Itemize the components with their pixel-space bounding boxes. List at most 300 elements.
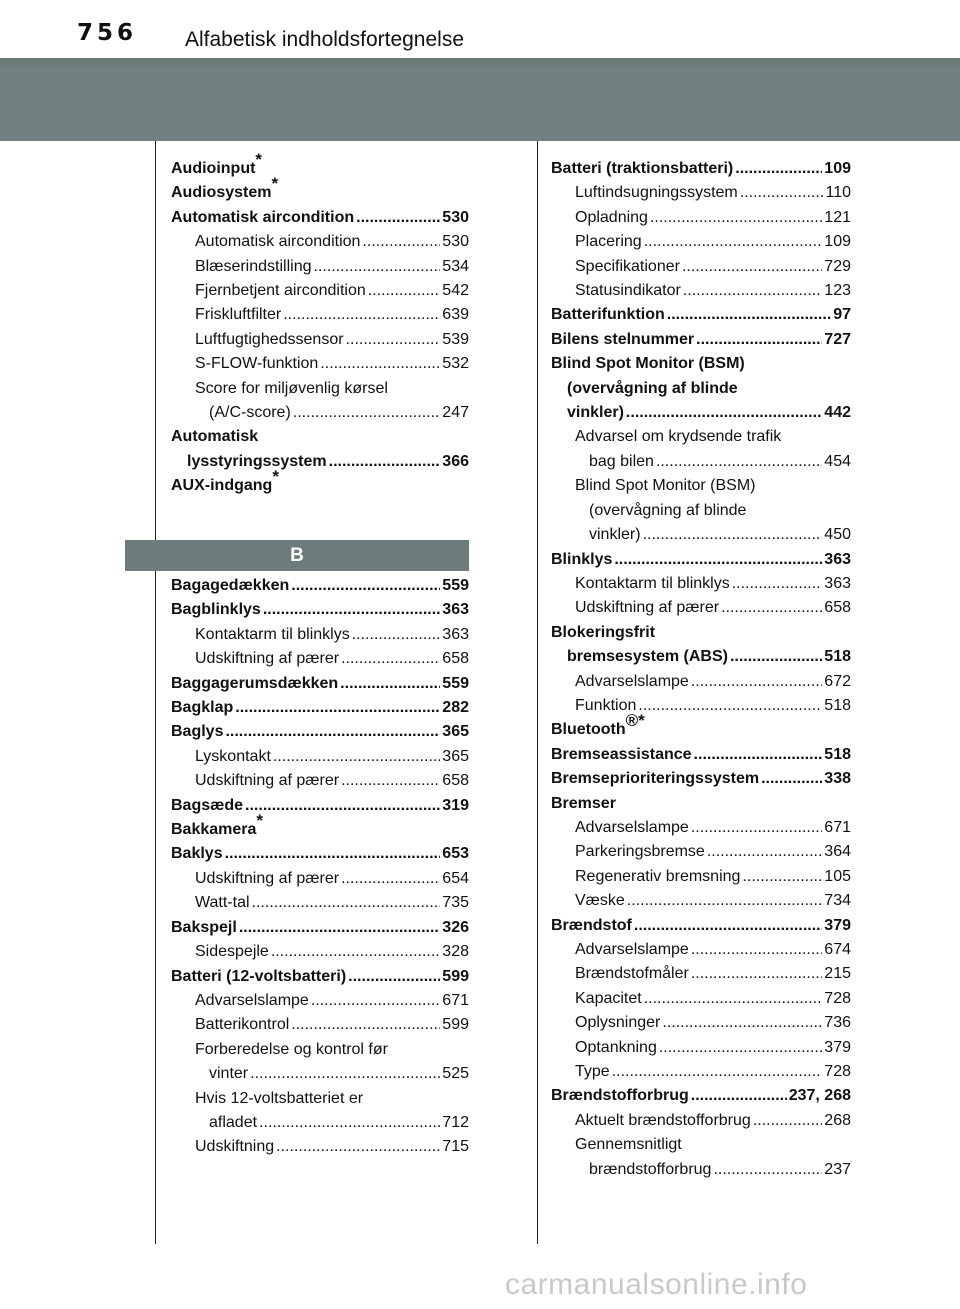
index-entry-label: Lyskontakt — [195, 747, 271, 765]
index-entry — [551, 279, 851, 303]
index-entry-label: (A/C-score) — [209, 404, 291, 422]
index-entry-page: 328 — [442, 943, 469, 961]
dot-leader — [235, 696, 440, 720]
index-entry-label: Sidespejle — [195, 943, 269, 961]
index-entry — [551, 157, 851, 181]
index-entry-page: 672 — [824, 672, 851, 690]
index-entry-page: 727 — [824, 330, 851, 348]
index-entry — [551, 499, 851, 523]
index-entry — [551, 987, 851, 1011]
index-entry-label: Kontaktarm til blinklys — [195, 625, 350, 643]
index-entry-label: Bakkamera — [171, 821, 257, 839]
dot-leader — [735, 157, 822, 181]
index-entry-label: Blokeringsfrit — [551, 623, 656, 641]
index-entry — [551, 474, 851, 498]
dot-leader — [291, 1013, 440, 1037]
index-entry — [551, 816, 851, 840]
index-entry-label: Advarsel om krydsende trafik — [575, 428, 782, 446]
index-entry-label: Udskiftning af pærer — [195, 869, 340, 887]
index-entry — [551, 328, 851, 352]
index-entry-label: Gennemsnitligt — [575, 1136, 682, 1154]
dot-leader — [250, 1062, 440, 1086]
dot-leader — [732, 572, 823, 596]
index-entry-page: 518 — [824, 648, 851, 666]
index-entry-label: Brændstofmåler — [575, 965, 689, 983]
dot-leader — [644, 230, 823, 254]
index-entry-label: Type — [575, 1063, 610, 1081]
dot-leader — [691, 962, 822, 986]
index-entry-label: Bluetooth — [551, 721, 626, 739]
index-entry-page: 379 — [824, 916, 851, 934]
index-entry-label: brændstofforbrug — [589, 1160, 712, 1178]
index-column-left-b — [171, 574, 469, 1160]
index-entry — [551, 572, 851, 596]
index-entry-page: 715 — [442, 1138, 469, 1156]
index-entry — [551, 596, 851, 620]
index-entry — [171, 328, 469, 352]
index-entry-page: 215 — [824, 965, 851, 983]
index-entry-page: 542 — [442, 282, 469, 300]
footnote-marker: * — [271, 174, 279, 194]
dot-leader — [694, 743, 823, 767]
column-divider-left — [155, 141, 156, 1244]
index-entry — [551, 792, 851, 816]
index-entry-page: 123 — [824, 282, 851, 300]
index-entry — [171, 867, 469, 891]
index-entry — [551, 206, 851, 230]
index-entry — [171, 1135, 469, 1159]
dot-leader — [276, 1135, 440, 1159]
index-entry-label: Brændstofforbrug — [551, 1087, 689, 1105]
index-entry — [551, 767, 851, 791]
index-entry-page: 268 — [824, 1111, 851, 1129]
index-entry-label: Bagagedækken — [171, 577, 290, 594]
index-entry-page: 319 — [442, 796, 469, 814]
index-entry — [551, 181, 851, 205]
index-entry-label: S-FLOW-funktion — [195, 355, 319, 373]
dot-leader — [761, 767, 822, 791]
dot-leader — [263, 598, 440, 622]
dot-leader — [730, 645, 822, 669]
dot-leader — [346, 328, 441, 352]
section-letter-bar: B — [125, 540, 469, 571]
index-entry-label: Blind Spot Monitor (BSM) — [575, 477, 756, 495]
index-entry — [171, 450, 469, 474]
index-entry-page: 671 — [442, 991, 469, 1009]
dot-leader — [314, 255, 441, 279]
index-entry-label: Batterifunktion — [551, 306, 665, 324]
index-entry — [171, 1111, 469, 1135]
index-entry — [551, 523, 851, 547]
index-entry-label: Statusindikator — [575, 282, 681, 300]
dot-leader — [656, 450, 822, 474]
index-entry-page: 599 — [442, 967, 469, 985]
dot-leader — [682, 255, 822, 279]
dot-leader — [696, 328, 822, 352]
index-entry — [171, 598, 469, 622]
index-entry — [171, 1013, 469, 1037]
index-entry-label: afladet — [209, 1113, 258, 1131]
index-entry-page: 534 — [442, 257, 469, 275]
index-entry-label: Parkeringsbremse — [575, 843, 705, 861]
index-entry-label: bremsesystem (ABS) — [567, 648, 728, 666]
index-entry-page: 364 — [824, 843, 851, 861]
dot-leader — [356, 206, 440, 230]
dot-leader — [691, 1084, 787, 1108]
index-entry — [551, 962, 851, 986]
index-entry — [171, 810, 469, 842]
index-entry — [551, 1011, 851, 1035]
dot-leader — [283, 303, 440, 327]
index-entry-page: 379 — [824, 1038, 851, 1056]
page-number: 756 — [77, 20, 138, 46]
index-entry-page: 734 — [824, 892, 851, 910]
dot-leader — [626, 401, 822, 425]
dot-leader — [713, 1158, 822, 1182]
dot-leader — [634, 914, 822, 938]
index-entry-label: bag bilen — [589, 452, 654, 470]
index-entry — [171, 623, 469, 647]
index-entry — [551, 865, 851, 889]
index-entry-page: 658 — [824, 599, 851, 617]
index-entry-page: 654 — [442, 869, 469, 887]
dot-leader — [667, 303, 831, 327]
index-entry-label: Optankning — [575, 1038, 657, 1056]
dot-leader — [691, 816, 822, 840]
index-entry-label: Watt-tal — [195, 894, 250, 912]
index-entry-label: Batterikontrol — [195, 1016, 290, 1034]
index-entry-label: Bakspejl — [171, 918, 237, 936]
index-entry-label: Automatisk aircondition — [195, 233, 361, 251]
index-entry-page: 109 — [824, 233, 851, 251]
index-entry-page: 653 — [442, 845, 469, 863]
index-entry — [551, 914, 851, 938]
index-entry-page: 518 — [824, 696, 851, 714]
index-entry-label: Væske — [575, 892, 625, 910]
index-entry-label: Blind Spot Monitor (BSM) — [551, 355, 745, 373]
index-entry-label: Advarselslampe — [575, 941, 689, 958]
index-entry — [551, 1084, 851, 1108]
index-entry — [551, 425, 851, 449]
dot-leader — [245, 794, 440, 818]
index-entry — [551, 711, 851, 742]
index-entry-page: 366 — [442, 452, 469, 470]
dot-leader — [742, 865, 822, 889]
index-entry-label: Bagklap — [171, 699, 234, 717]
dot-leader — [341, 769, 440, 793]
index-entry-label: Fjernbetjent aircondition — [195, 282, 366, 300]
index-entry-page: 454 — [824, 452, 851, 470]
index-entry — [551, 1133, 851, 1157]
index-entry-label: Udskiftning — [195, 1138, 275, 1156]
header-band — [0, 65, 960, 141]
index-entry-label: Bremser — [551, 794, 616, 812]
index-entry-page: 121 — [824, 208, 851, 226]
index-entry — [171, 965, 469, 989]
index-entry-page: 365 — [442, 747, 469, 765]
index-entry-label: Oplysninger — [575, 1014, 661, 1032]
index-entry — [551, 645, 851, 669]
index-entry — [551, 303, 851, 327]
dot-leader — [659, 1036, 822, 1060]
index-entry — [171, 425, 469, 449]
dot-leader — [643, 523, 823, 547]
index-entry-label: vinkler) — [589, 526, 641, 544]
dot-leader — [691, 938, 822, 962]
index-entry — [171, 255, 469, 279]
index-entry — [171, 377, 469, 401]
index-entry-page: 110 — [825, 184, 851, 202]
index-entry-label: Batteri (12-voltsbatteri) — [171, 967, 347, 985]
index-entry-page: 530 — [442, 208, 469, 226]
index-entry-label: Bagblinklys — [171, 601, 261, 619]
index-entry-label: Advarselslampe — [195, 991, 309, 1009]
index-entry-label: Kontaktarm til blinklys — [575, 574, 730, 592]
index-entry — [551, 938, 851, 962]
index-entry-page: 712 — [442, 1113, 469, 1131]
index-entry — [171, 206, 469, 230]
footnote-marker: ®* — [625, 711, 645, 731]
index-entry — [171, 794, 469, 818]
index-entry — [171, 466, 469, 498]
dot-leader — [368, 279, 441, 303]
index-entry-page: 365 — [442, 723, 469, 741]
index-entry-label: Udskiftning af pærer — [195, 650, 340, 668]
index-entry — [551, 889, 851, 913]
index-entry-label: Audioinput — [171, 160, 256, 177]
index-entry-page: 282 — [442, 699, 469, 717]
dot-leader — [707, 840, 822, 864]
index-entry — [171, 574, 469, 598]
index-entry-page: 237 — [824, 1160, 851, 1178]
index-entry — [551, 352, 851, 376]
index-entry — [171, 672, 469, 696]
index-entry-page: 363 — [824, 550, 851, 568]
index-entry-label: AUX-indgang — [171, 477, 273, 495]
index-entry-page: 450 — [824, 526, 851, 544]
dot-leader — [627, 889, 823, 913]
index-column-left-top — [171, 149, 469, 499]
index-entry — [551, 1109, 851, 1133]
index-entry — [551, 1036, 851, 1060]
dot-leader — [614, 548, 822, 572]
dot-leader — [259, 1111, 440, 1135]
index-entry-page: 518 — [824, 745, 851, 763]
index-entry — [551, 401, 851, 425]
index-entry-label: lysstyringssystem — [187, 452, 327, 470]
dot-leader — [329, 450, 441, 474]
index-entry — [171, 891, 469, 915]
dot-leader — [638, 694, 822, 718]
index-entry — [171, 149, 469, 181]
watermark: carmanualsonline.info — [505, 1268, 808, 1301]
index-entry-label: Brændstof — [551, 916, 632, 934]
dot-leader — [612, 1060, 823, 1084]
dot-leader — [650, 206, 822, 230]
index-entry — [171, 769, 469, 793]
index-entry-label: Bremseassistance — [551, 745, 692, 763]
index-entry-page: 735 — [442, 894, 469, 912]
index-entry — [171, 401, 469, 425]
index-entry-label: Luftfugtighedssensor — [195, 330, 344, 348]
index-entry — [171, 1087, 469, 1111]
dot-leader — [225, 720, 440, 744]
index-entry-label: Baglys — [171, 723, 224, 741]
index-entry-page: 237, 268 — [788, 1087, 851, 1105]
index-entry-page: 658 — [442, 772, 469, 790]
index-entry-label: Bagsæde — [171, 796, 244, 814]
dot-leader — [341, 647, 440, 671]
index-entry-page: 326 — [442, 918, 469, 936]
dot-leader — [291, 574, 440, 598]
index-entry — [551, 377, 851, 401]
index-entry — [171, 1038, 469, 1062]
index-entry-label: vinter — [209, 1065, 249, 1083]
index-entry — [551, 255, 851, 279]
index-entry-page: 247 — [442, 404, 469, 422]
index-entry — [551, 694, 851, 718]
index-entry — [551, 1060, 851, 1084]
index-entry-page: 363 — [442, 601, 469, 619]
index-entry — [171, 916, 469, 940]
index-entry-label: Bremseprioriteringssystem — [551, 770, 760, 788]
index-entry-label: (overvågning af blinde — [589, 501, 747, 519]
page-title: Alfabetisk indholdsfortegnelse — [185, 28, 465, 51]
index-entry-label: Advarselslampe — [575, 818, 689, 836]
index-entry — [551, 450, 851, 474]
index-entry-label: Batteri (traktionsbatteri) — [551, 160, 734, 177]
index-entry — [551, 1158, 851, 1182]
index-entry-page: 363 — [442, 625, 469, 643]
index-entry-page: 530 — [442, 233, 469, 251]
dot-leader — [753, 1109, 822, 1133]
dot-leader — [352, 623, 441, 647]
index-entry-label: Audiosystem — [171, 184, 272, 202]
index-entry-page: 532 — [442, 355, 469, 373]
index-entry-label: Opladning — [575, 208, 648, 226]
dot-leader — [362, 230, 440, 254]
footnote-marker: * — [272, 466, 279, 486]
index-entry-page: 671 — [824, 818, 851, 836]
index-entry-page: 97 — [833, 306, 851, 324]
index-entry — [171, 303, 469, 327]
index-entry-label: Regenerativ bremsning — [575, 867, 741, 885]
index-entry — [171, 989, 469, 1013]
index-entry-label: Udskiftning af pærer — [575, 599, 720, 617]
index-entry — [171, 720, 469, 744]
dot-leader — [225, 842, 441, 866]
index-entry-page: 442 — [824, 404, 851, 422]
index-entry-page: 599 — [442, 1016, 469, 1034]
index-entry-page: 105 — [824, 867, 851, 885]
index-entry — [171, 647, 469, 671]
index-entry-label: Specifikationer — [575, 257, 680, 275]
footnote-marker: * — [256, 810, 264, 830]
dot-leader — [644, 987, 823, 1011]
index-column-right — [551, 157, 851, 1182]
index-entry-page: 728 — [824, 989, 851, 1007]
index-entry — [171, 230, 469, 254]
index-entry-label: Hvis 12-voltsbatteriet er — [195, 1089, 364, 1107]
footnote-marker: * — [255, 149, 263, 169]
index-entry — [551, 743, 851, 767]
dot-leader — [273, 745, 440, 769]
index-entry — [551, 548, 851, 572]
index-entry-label: Kapacitet — [575, 989, 642, 1007]
index-entry-page: 674 — [824, 941, 851, 958]
index-entry — [171, 174, 469, 205]
index-entry-page: 109 — [824, 160, 851, 177]
index-entry-label: vinkler) — [567, 404, 624, 422]
dot-leader — [341, 867, 440, 891]
index-entry-label: Forberedelse og kontrol før — [195, 1040, 388, 1058]
index-entry-page: 728 — [824, 1063, 851, 1081]
index-entry-label: Baklys — [171, 845, 223, 863]
dot-leader — [662, 1011, 822, 1035]
index-entry-label: Advarselslampe — [575, 672, 689, 690]
index-entry — [551, 621, 851, 645]
index-entry-page: 363 — [824, 574, 851, 592]
dot-leader — [320, 352, 440, 376]
index-entry-label: Funktion — [575, 696, 637, 714]
index-entry-page: 658 — [442, 650, 469, 668]
dot-leader — [293, 401, 441, 425]
index-entry — [171, 745, 469, 769]
index-entry-label: Placering — [575, 233, 642, 251]
index-entry — [171, 940, 469, 964]
index-entry-page: 525 — [442, 1065, 469, 1083]
index-entry-page: 729 — [824, 257, 851, 275]
index-entry-label: Aktuelt brændstofforbrug — [575, 1111, 751, 1129]
index-entry-label: Udskiftning af pærer — [195, 772, 340, 790]
dot-leader — [252, 891, 441, 915]
dot-leader — [239, 916, 440, 940]
index-entry — [171, 352, 469, 376]
header-rule — [0, 58, 960, 65]
dot-leader — [740, 181, 824, 205]
dot-leader — [683, 279, 822, 303]
index-entry-label: Score for miljøvenlig kørsel — [195, 379, 388, 397]
index-entry-label: Bilens stelnummer — [551, 330, 695, 348]
dot-leader — [271, 940, 440, 964]
index-entry-label: Friskluftfilter — [195, 306, 282, 324]
index-entry — [171, 696, 469, 720]
dot-leader — [691, 670, 822, 694]
dot-leader — [311, 989, 440, 1013]
page-header — [0, 0, 960, 60]
index-entry-label: Blinklys — [551, 550, 613, 568]
dot-leader — [348, 965, 440, 989]
index-entry-label: (overvågning af blinde — [567, 379, 738, 397]
index-entry-page: 639 — [442, 306, 469, 324]
index-entry — [171, 842, 469, 866]
index-entry — [551, 670, 851, 694]
index-entry — [551, 840, 851, 864]
index-entry-page: 338 — [824, 770, 851, 788]
index-entry-page: 736 — [824, 1014, 851, 1032]
index-entry-label: Automatisk — [171, 428, 259, 446]
index-entry-label: Blæserindstilling — [195, 257, 312, 275]
index-entry — [171, 1062, 469, 1086]
column-divider-right — [537, 141, 538, 1244]
index-entry-page: 559 — [442, 674, 469, 692]
dot-leader — [721, 596, 822, 620]
index-entry-page: 539 — [442, 330, 469, 348]
index-entry-label: Baggagerumsdækken — [171, 674, 339, 692]
index-entry — [171, 279, 469, 303]
index-entry-label: Luftindsugningssystem — [575, 184, 738, 202]
dot-leader — [340, 672, 440, 696]
